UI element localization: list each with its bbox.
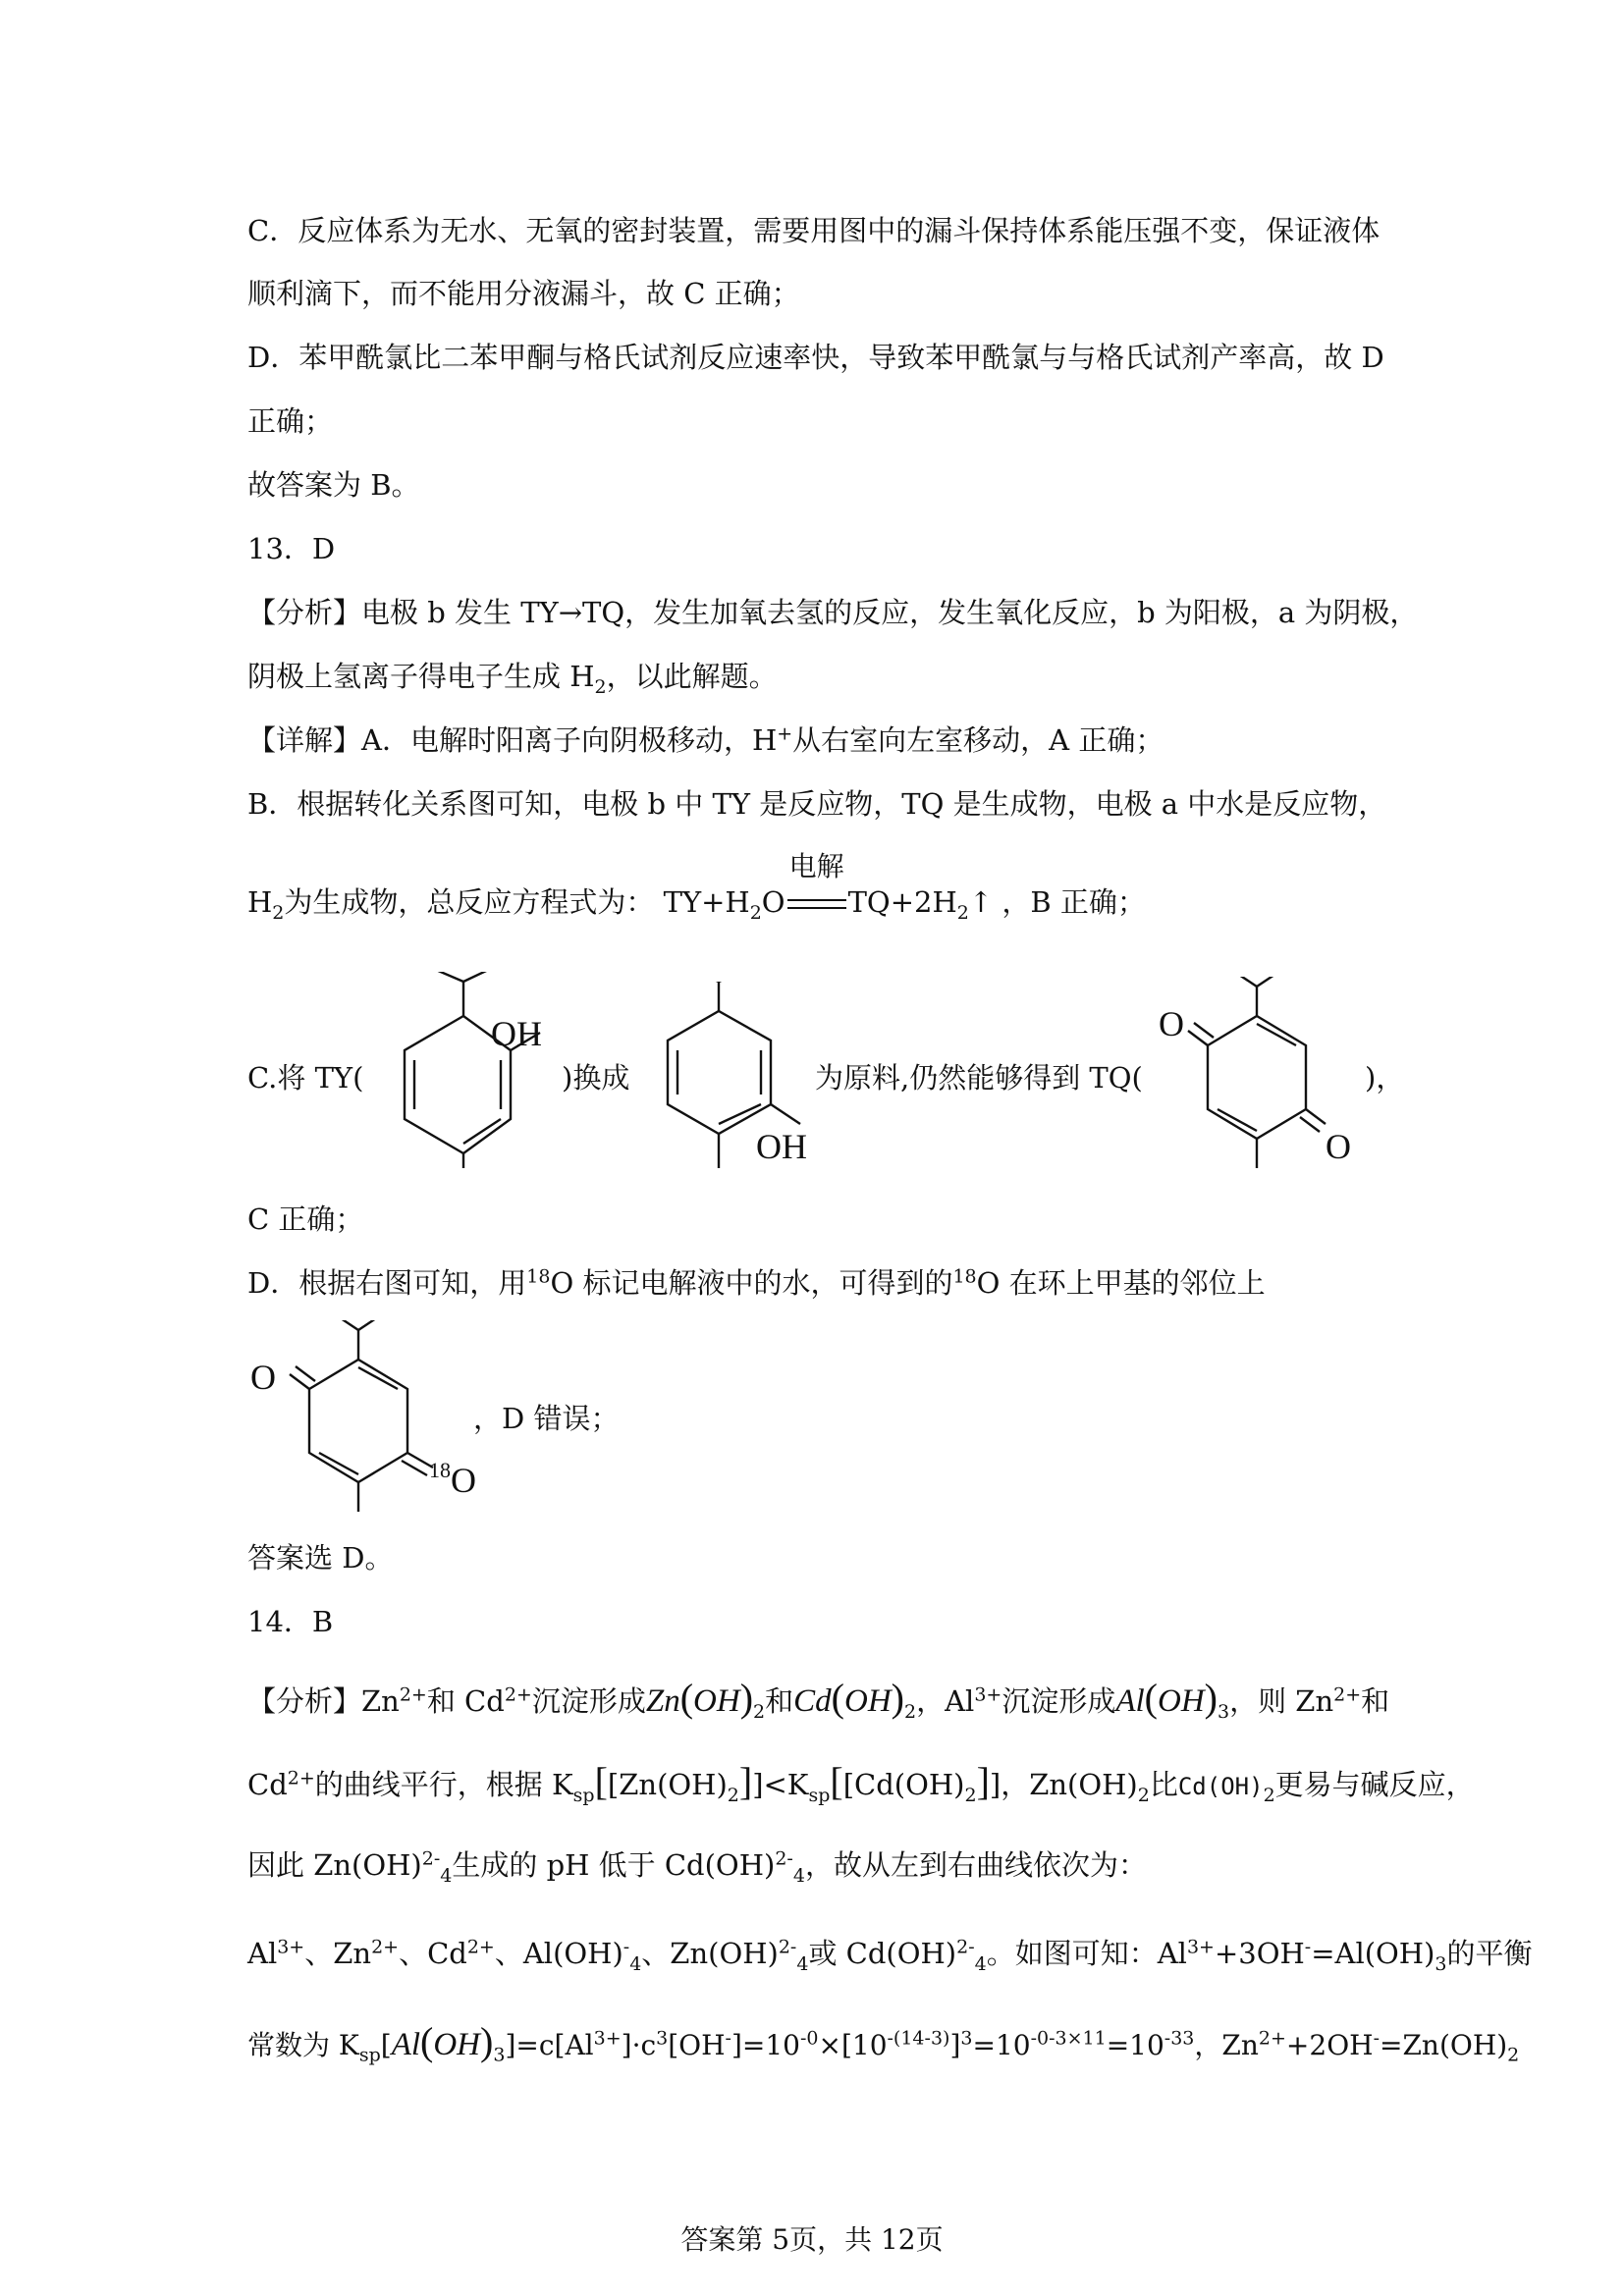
text-line: 【详解】A．电解时阳离子向阴极移动，H+从右室向左室移动，A 正确； xyxy=(247,722,1164,757)
text-line: C.将 TY( xyxy=(247,1061,364,1095)
svg-text:OH: OH xyxy=(756,1127,807,1166)
text-line: 【分析】$Zn^{2+}$和 $Cd^{2+}$沉淀形成$Zn(OH)_2$和$Cd(OH)_2$，$Al^{3+}$沉淀形成$Al(OH)_3$，则 $Zn^{2+}$和 xyxy=(247,1676,1390,1723)
text-line: 常数为 $K_{sp}[Al(OH)_3]=c[Al^{3+}]\cdot c^3[OH^-]=10^{-0}\times[10^{-(14-3)}]^3=10^{-0-3\times 11}=10^{-33}$，$Zn^{2+}+2OH^-=Zn(OH)_2$ xyxy=(247,2019,1520,2066)
text-line: )， xyxy=(1365,1061,1405,1095)
svg-text:O: O xyxy=(250,1358,276,1397)
text-line: 正确； xyxy=(247,404,334,438)
thymol-structure xyxy=(353,972,569,1168)
text-line: ，D 错误； xyxy=(473,1402,620,1435)
text-line: B．根据转化关系图可知，电极 b 中 TY 是反应物，TQ 是生成物，电极 a 中水是反应物， xyxy=(247,787,1387,821)
text-line: 因此 Zn(OH)$^{2-}_4$生成的 pH 低于 Cd(OH)$^{2-}_4$，故从左到右曲线依次为： xyxy=(247,1847,1147,1887)
page-footer: 答案第 5页，共 12页 xyxy=(680,2223,944,2256)
text-line: C．反应体系为无水、无氧的密封装置，需要用图中的漏斗保持体系能压强不变，保证液体 xyxy=(247,214,1380,247)
thymoquinone-structure xyxy=(1139,977,1384,1173)
equation-line: $H_2$为生成物，总反应方程式为： $TY+H_2O$ 电解 $TQ+2H_2↑$ ，B 正确； xyxy=(247,882,1146,922)
text-line: D．苯甲酰氯比二苯甲酮与格氏试剂反应速率快，导致苯甲酰氯与与格氏试剂产率高，故 D xyxy=(247,341,1384,374)
equation-condition: 电解 xyxy=(788,850,844,882)
text-line: D．根据右图可知，用$^{18}$O 标记电解液中的水，可得到的$^{18}$O 在环上甲基的邻位上 xyxy=(247,1265,1266,1300)
text-line: $Cd^{2+}$的曲线平行，根据 $K_{sp}[[Zn(OH)_2]]<K_{sp}[[Cd(OH)_2]]$，$Zn(OH)_2$比$Cd(OH)_2$更易与碱反应， xyxy=(247,1759,1475,1806)
labeled-quinone-structure xyxy=(241,1320,496,1517)
svg-text:O: O xyxy=(451,1461,476,1500)
text-line: 【分析】电极 b 发生 TY→TQ，发生加氧去氢的反应，发生氧化反应，b 为阳极，a 为阴极， xyxy=(247,596,1419,629)
text-line: C 正确； xyxy=(247,1202,364,1236)
svg-text:18: 18 xyxy=(429,1458,451,1482)
total-equation: $TY+H_2O$ 电解 $TQ+2H_2↑$ xyxy=(664,885,1002,919)
text-line: 顺利滴下，而不能用分液漏斗，故 C 正确； xyxy=(247,277,800,310)
text-line: )换成 xyxy=(562,1061,630,1095)
text-line: 答案选 D。 xyxy=(247,1541,394,1575)
svg-text:O: O xyxy=(1159,1004,1184,1043)
question-number: 13．D xyxy=(247,532,336,565)
text-line: 阴极上氢离子得电子生成 $H_2$，以此解题。 xyxy=(247,660,778,698)
text-line: 故答案为 B。 xyxy=(247,468,420,502)
svg-text:OH: OH xyxy=(491,1014,542,1053)
text-line: $Al^{3+}$、$Zn^{2+}$、$Cd^{2+}$、$Al(OH)^-_4$、Zn(OH)$^{2-}_4$或 Cd(OH)$^{2-}_4$。如图可知：$Al^{3+}+3OH^-=Al(OH)_3$的平衡 xyxy=(247,1936,1533,1975)
text-line: 为原料,仍然能够得到 TQ( xyxy=(815,1061,1143,1095)
carvacrol-structure xyxy=(609,982,825,1178)
question-number: 14．B xyxy=(247,1605,334,1638)
svg-text:O: O xyxy=(1326,1127,1351,1166)
